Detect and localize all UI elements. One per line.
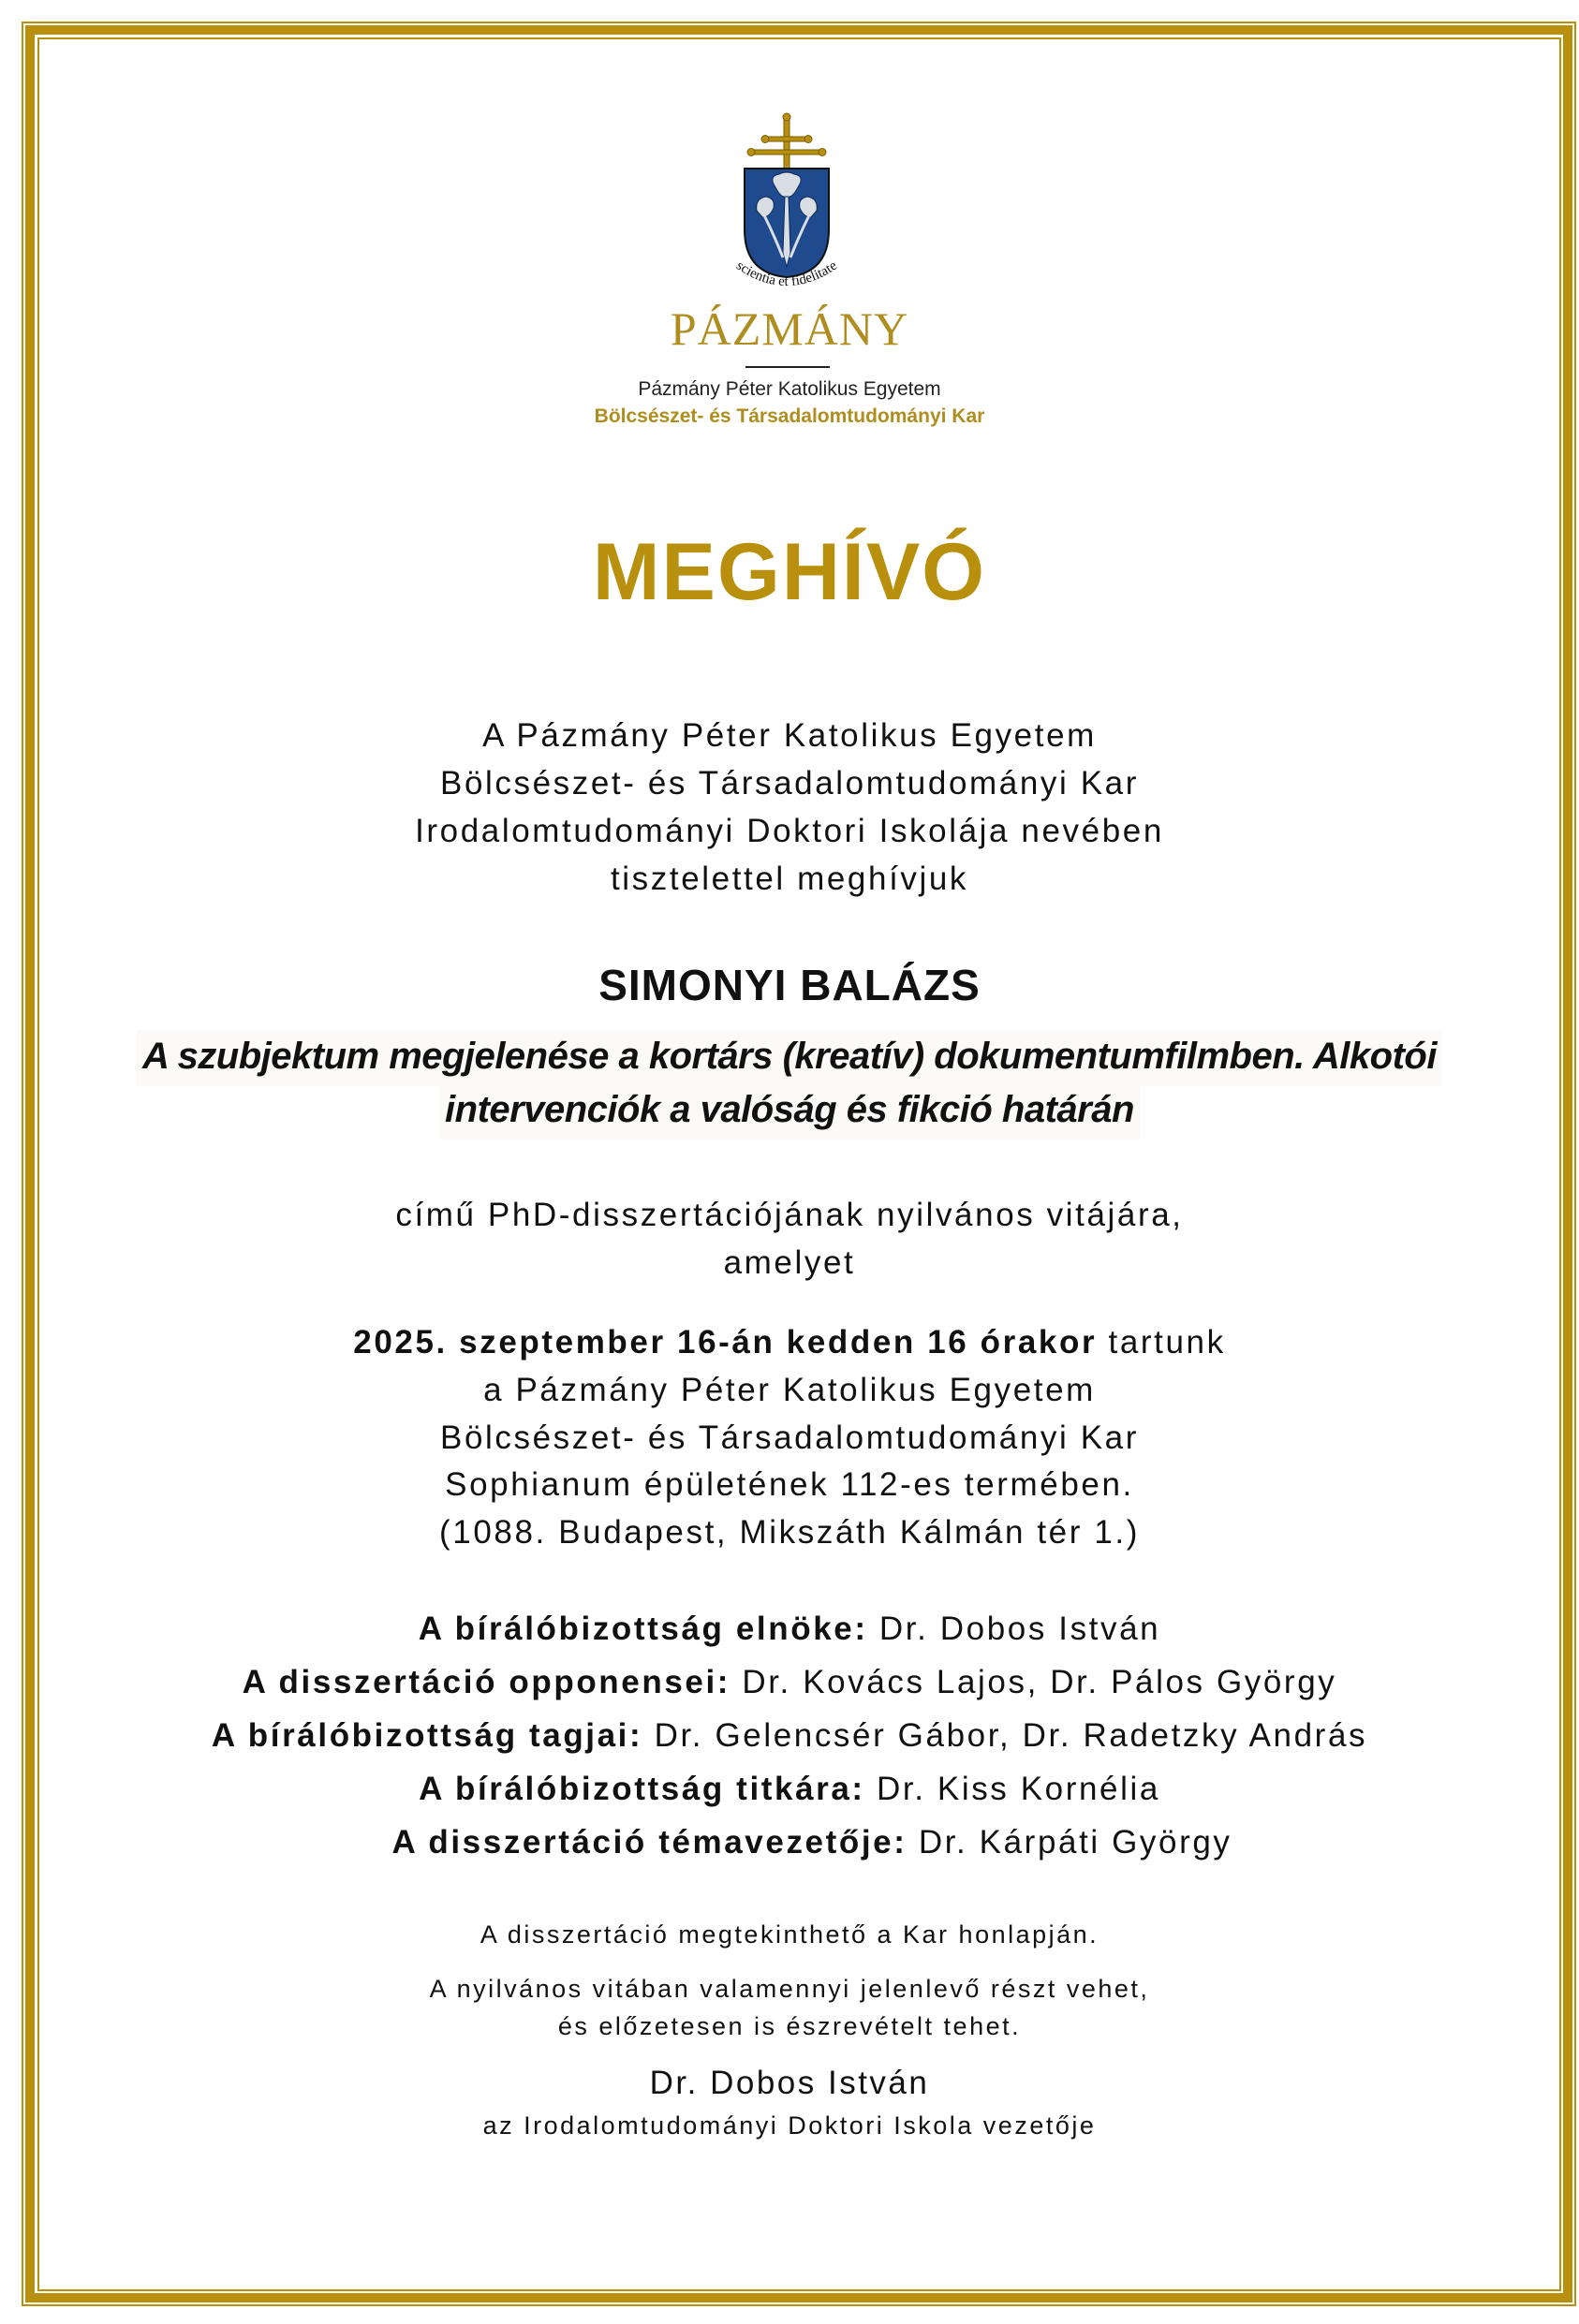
committee-names: Dr. Kárpáti György xyxy=(907,1824,1232,1861)
committee-row xyxy=(22,1824,1579,1861)
event-datetime-suffix: tartunk xyxy=(1097,1324,1226,1361)
committee-names: Dr. Dobos István xyxy=(867,1611,1161,1647)
event-location-line: Bölcsészet- és Társadalomtudományi Kar xyxy=(440,1419,1139,1456)
logo-brand: PÁZMÁNY xyxy=(670,302,909,355)
committee-names: Dr. Kiss Kornélia xyxy=(864,1771,1160,1807)
intro-line: tisztelettel meghívjuk xyxy=(610,860,969,897)
thesis-intro-line: amelyet xyxy=(723,1244,856,1281)
double-cross-icon xyxy=(747,113,826,169)
candidate-name: SIMONYI BALÁZS xyxy=(598,961,981,1009)
committee-role: A disszertáció témavezetője: xyxy=(391,1824,908,1861)
committee-role: A bírálóbizottság titkára: xyxy=(419,1771,865,1807)
committee-row xyxy=(0,1611,1579,1648)
event-datetime: 2025. szeptember 16-án kedden 16 órakor xyxy=(353,1324,1098,1361)
thesis-title-line xyxy=(0,1036,1579,1078)
event-location-line: Sophianum épületének 112-es termében. xyxy=(445,1466,1134,1503)
committee-names: Dr. Kovács Lajos, Dr. Pálos György xyxy=(730,1664,1337,1700)
page-title: MEGHÍVÓ xyxy=(592,527,987,617)
thesis-title-line xyxy=(0,1089,1579,1131)
thesis-title-text: A szubjektum megjelenése a kortárs (kreatív) dokumentumfilmben. Alkotói xyxy=(137,1030,1442,1086)
event-datetime-line xyxy=(0,1324,1579,1361)
committee-role: A bírálóbizottság tagjai: xyxy=(211,1717,643,1754)
committee-row xyxy=(0,1717,1579,1755)
signature-name: Dr. Dobos István xyxy=(649,2065,930,2101)
signature-position: az Irodalomtudományi Doktori Iskola vezetője xyxy=(482,2111,1097,2140)
intro-line: A Pázmány Péter Katolikus Egyetem xyxy=(482,717,1097,754)
committee-role: A bírálóbizottság elnöke: xyxy=(418,1611,868,1647)
event-location-line: (1088. Budapest, Mikszáth Kálmán tér 1.) xyxy=(439,1514,1140,1551)
committee-names: Dr. Gelencsér Gábor, Dr. Radetzky András xyxy=(642,1717,1368,1754)
thesis-title-text: intervenciók a valóság és fikció határán xyxy=(439,1083,1140,1140)
university-logo xyxy=(0,0,1579,440)
event-location-line: a Pázmány Péter Katolikus Egyetem xyxy=(483,1372,1096,1408)
committee-role: A disszertáció opponensei: xyxy=(242,1664,731,1700)
logo-faculty: Bölcsészet- és Társadalomtudományi Kar xyxy=(594,405,985,427)
note-line: A disszertáció megtekinthető a Kar honlapján. xyxy=(480,1920,1099,1949)
logo-motto-text: scientia et fidelitate xyxy=(733,257,840,290)
note-line: A nyilvános vitában valamennyi jelenlevő részt vehet, xyxy=(429,1975,1150,2003)
note-line: és előzetesen is észrevételt tehet. xyxy=(557,2012,1022,2040)
committee-row xyxy=(0,1664,1579,1701)
thesis-intro-line: című PhD-disszertációjának nyilvános vitájára, xyxy=(395,1197,1184,1233)
committee-row xyxy=(0,1771,1579,1808)
intro-line: Bölcsészet- és Társadalomtudományi Kar xyxy=(440,765,1139,802)
intro-line: Irodalomtudományi Doktori Iskolája nevében xyxy=(415,813,1164,849)
logo-university: Pázmány Péter Katolikus Egyetem xyxy=(638,378,941,400)
